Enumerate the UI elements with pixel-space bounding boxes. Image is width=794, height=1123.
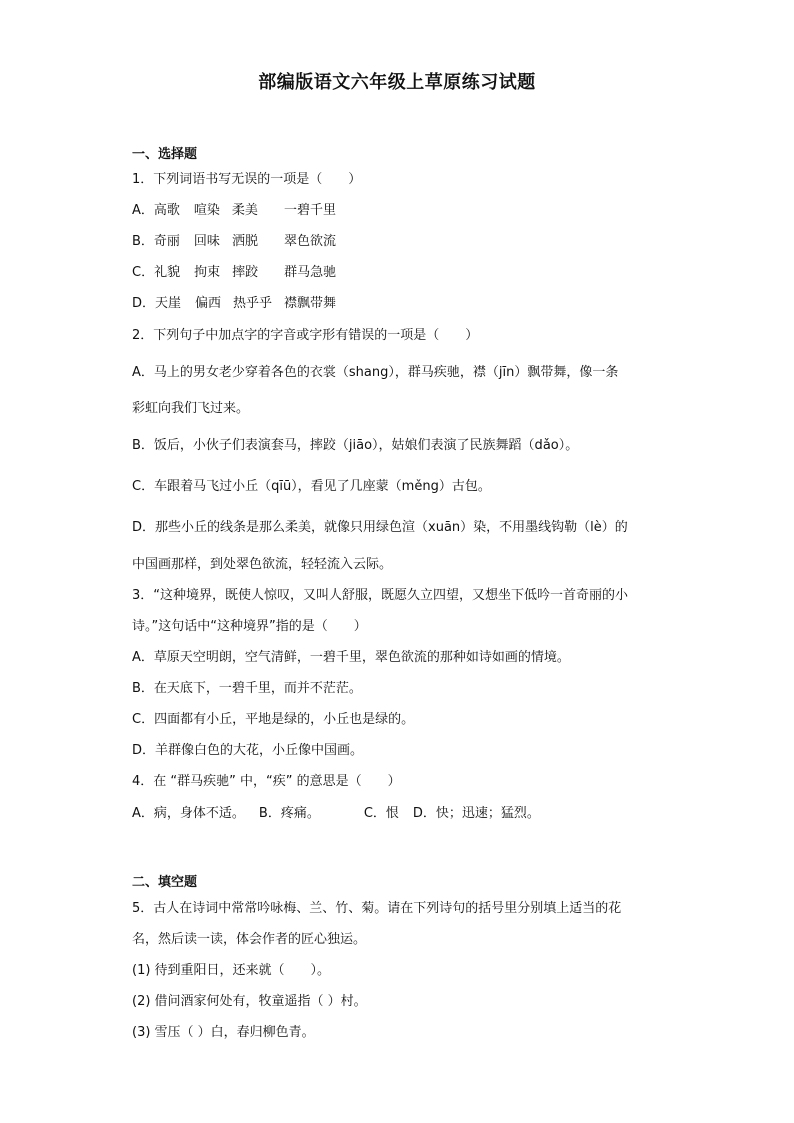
q4-option-d: D．快；迅速；猛烈。 — [412, 806, 540, 821]
q3-stem-line1: 3．“这种境界，既使人惊叹，又叫人舒服，既愿久立四望，又想坐下低吟一首奇丽的小 — [132, 588, 629, 603]
q2-stem: 2．下列句子中加点字的字音或字形有错误的一项是（ ） — [132, 328, 479, 343]
q1-stem: 1．下列词语书写无误的一项是（ ） — [132, 172, 362, 187]
q2-option-a-line1: A．马上的男女老少穿着各色的衣裳（shang），群马疾驰，襟（jīn）飘带舞，像一条 — [132, 365, 619, 380]
q1-option-a: A．高歌 喧染 柔美 一碧千里 — [132, 203, 336, 218]
q1-option-b: B．奇丽 回味 洒脱 翠色欲流 — [132, 234, 336, 249]
q2-option-c: C．车跟着马飞过小丘（qīū），看见了几座蒙（měng）古包。 — [132, 479, 491, 494]
q3-option-b: B．在天底下，一碧千里，而并不茫茫。 — [132, 681, 362, 696]
q2-option-b: B．饭后，小伙子们表演套马，摔跤（jiāo），姑娘们表演了民族舞蹈（dǎo）。 — [132, 438, 579, 453]
q5-part2: (2) 借问酒家何处有，牧童遥指（ ）村。 — [132, 994, 367, 1009]
section-heading-choice: 一、选择题 — [132, 147, 198, 162]
section-heading-fill: 二、填空题 — [132, 875, 198, 890]
q5-part3: (3) 雪压（ ）白，春归柳色青。 — [132, 1025, 315, 1040]
q3-option-d: D．羊群像白色的大花，小丘像中国画。 — [132, 743, 364, 758]
document-title: 部编版语文六年级上草原练习试题 — [258, 72, 536, 93]
q1-option-d: D．天崖 偏西 热乎乎 襟飘带舞 — [132, 296, 337, 311]
q4-option-a: A．病，身体不适。 — [132, 806, 245, 821]
q3-option-a: A．草原天空明朗，空气清鲜，一碧千里，翠色欲流的那种如诗如画的情境。 — [132, 650, 570, 665]
q2-option-d-line1: D．那些小丘的线条是那么柔美，就像只用绿色渲（xuān）染，不用墨线钩勒（lè）的 — [132, 520, 628, 535]
q2-option-d-line2: 中国画那样，到处翠色欲流，轻轻流入云际。 — [132, 557, 393, 572]
q3-stem-line2: 诗。”这句话中“这种境界”指的是（ ） — [132, 619, 367, 634]
q5-stem-line1: 5．古人在诗词中常常吟咏梅、兰、竹、菊。请在下列诗句的括号里分别填上适当的花 — [132, 901, 622, 916]
q4-stem: 4．在 “群马疾驰” 中，“疾” 的意思是（ ） — [132, 774, 401, 789]
q4-options — [132, 805, 540, 823]
q4-option-b: B．疼痛。 — [258, 806, 320, 821]
q1-option-c: C．礼貌 拘束 摔跤 群马急驰 — [132, 265, 337, 280]
q4-option-c: C．恨 — [363, 806, 399, 821]
q5-stem-line2: 名，然后读一读，体会作者的匠心独运。 — [132, 932, 367, 947]
q2-option-a-line2: 彩虹向我们飞过来。 — [132, 401, 250, 416]
q3-option-c: C．四面都有小丘，平地是绿的，小丘也是绿的。 — [132, 712, 415, 727]
q5-part1: (1) 待到重阳日，还来就（ ）。 — [132, 963, 331, 978]
